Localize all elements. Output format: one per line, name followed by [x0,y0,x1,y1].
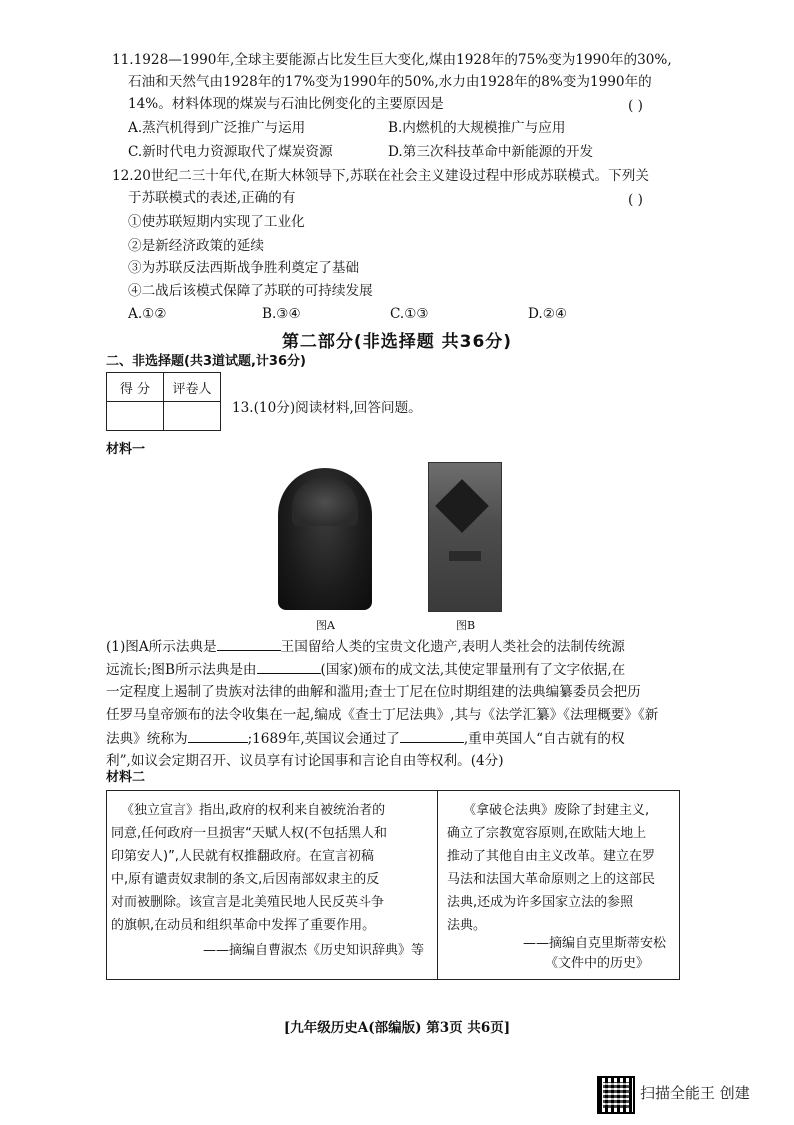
scanner-watermark: 扫描全能王 创建 [640,1084,750,1102]
q13-sub1-l5b: ;1689年,英国议会通过了 [247,731,400,747]
q11-line1: 11.1928—1990年,全球主要能源占比发生巨大变化,煤由1928年的75%变为1990年的30%, [112,52,672,68]
q11-option-c: C.新时代电力资源取代了煤炭资源 [128,144,333,160]
blank-bill[interactable] [400,728,464,743]
grader-label: 评卷人 [164,373,221,402]
q11-option-a: A.蒸汽机得到广泛推广与运用 [128,120,306,136]
q13-sub1-line2 [106,659,625,680]
quote-right-1: 《拿破仑法典》废除了封建主义, [463,803,650,818]
q13-sub1-l1a: (1)图A所示法典是 [106,639,217,655]
q13-sub1-l2b: (国家)颁布的成文法,其使定罪量刑有了文字依据,在 [320,662,626,678]
quote-right-5: 法典,还成为许多国家立法的参照 [447,895,634,910]
quote-right-3: 推动了其他自由主义改革。建立在罗 [447,849,656,864]
score-cell[interactable] [107,402,164,431]
material1-label: 材料一 [106,442,146,457]
grader-cell[interactable] [164,402,221,431]
blank-country[interactable] [257,659,321,674]
quote-left-4: 中,原有谴责奴隶制的条文,后因南部奴隶主的反 [111,872,380,887]
q12-item3: ③为苏联反法西斯战争胜利奠定了基础 [128,260,360,276]
q11-answer-paren: ( ) [628,98,643,114]
caption-a: 图A [316,619,335,632]
q11-option-b: B.内燃机的大规模推广与应用 [388,120,566,136]
quote-right-source1: ——摘编自克里斯蒂安松 [523,936,667,951]
quote-right-source2: 《文件中的历史》 [545,956,650,971]
caption-b: 图B [456,619,476,632]
hammurabi-stele-image [278,468,372,610]
quote-left-5: 对而被删除。该宣言是北美殖民地人民反英斗争 [111,895,385,910]
twelve-tables-image [428,462,502,612]
q12-option-b: B.③④ [262,306,301,322]
score-table [106,372,221,431]
q12-answer-paren: ( ) [628,192,643,208]
part2-title: 第二部分(非选择题 共36分) [281,332,513,352]
blank-kingdom[interactable] [217,636,281,651]
q12-option-d: D.②④ [528,306,568,322]
quote-divider [437,791,438,979]
part2-instruction: 二、非选择题(共3道试题,计36分) [106,354,306,369]
score-label: 得 分 [107,373,164,402]
q13-sub1-line5 [106,728,625,749]
q12-item2: ②是新经济政策的延续 [128,238,264,254]
q12-option-c: C.①③ [390,306,429,322]
quote-left-source: ——摘编自曹淑杰《历史知识辞典》等 [203,943,425,958]
q12-item1: ①使苏联短期内实现了工业化 [128,214,305,230]
blank-corpus[interactable] [188,728,248,743]
q13-sub1-l5a: 法典》统称为 [106,731,188,747]
quote-left-1: 《独立宣言》指出,政府的权利来自被统治者的 [121,803,386,818]
quote-left-6: 的旗帜,在动员和组织革命中发挥了重要作用。 [111,918,376,933]
q13-sub1-line3: 一定程度上遏制了贵族对法律的曲解和滥用;查士丁尼在位时期组建的法典编纂委员会把历 [106,684,641,700]
q13-prompt: 13.(10分)阅读材料,回答问题。 [232,400,422,416]
q12-option-a: A.①② [128,306,167,322]
quote-right-2: 确立了宗教宽容原则,在欧陆大地上 [447,826,647,841]
q12-line2: 于苏联模式的表述,正确的有 [128,190,296,206]
quote-right-4: 马法和法国大革命原则之上的这部民 [447,872,656,887]
q13-sub1-l1b: 王国留给人类的宝贵文化遗产,表明人类社会的法制传统源 [280,639,625,655]
q13-sub1-l5c: ,重申英国人“自古就有的权 [463,731,625,747]
qr-code-icon [597,1076,635,1114]
q11-line3: 14%。材料体现的煤炭与石油比例变化的主要原因是 [128,96,444,112]
q13-sub1-l2a: 远流长;图B所示法典是由 [106,662,257,678]
q13-sub1-line1 [106,636,625,657]
q12-item4: ④二战后该模式保障了苏联的可持续发展 [128,283,373,299]
quote-left-2: 同意,任何政府一旦损害“天赋人权(不包括黑人和 [111,826,387,841]
q12-line1: 12.20世纪二三十年代,在斯大林领导下,苏联在社会主义建设过程中形成苏联模式。下列关 [112,168,649,184]
q11-option-d: D.第三次科技革命中新能源的开发 [388,144,594,160]
material2-label: 材料二 [106,770,146,785]
material2-box [106,790,680,980]
q13-sub1-line6: 利”,如议会定期召开、议员享有讨论国事和言论自由等权利。(4分) [106,753,504,769]
q11-line2: 石油和天然气由1928年的17%变为1990年的50%,水力由1928年的8%变为1990年的 [128,74,652,90]
page-footer: [九年级历史A(部编版) 第3页 共6页] [283,1020,511,1036]
q13-sub1-line4: 任罗马皇帝颁布的法令收集在一起,编成《查士丁尼法典》,其与《法学汇纂》《法理概要》《新 [106,707,659,723]
quote-right-6: 法典。 [447,918,487,933]
quote-left-3: 印第安人)”,人民就有权推翻政府。在宣言初稿 [111,849,374,864]
